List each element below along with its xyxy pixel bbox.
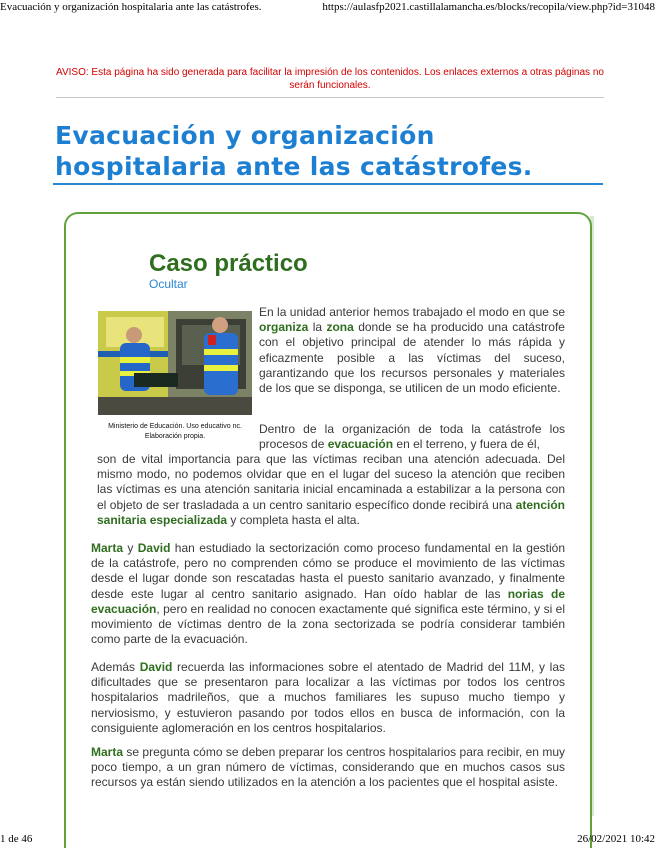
paragraph-1: En la unidad anterior hemos trabajado el modo en que se organiza la zona donde se ha producido una catástrofe con el objetivo principal de atender lo más rápida y eficazmente posible a las víctimas del suceso, garantizando que los recursos personales y materiales de los que se disponga, se utilicen de un modo eficiente. [259,305,565,396]
paragraph-5: Marta se pregunta cómo se deben preparar los centros hospitalarios para recibir, en muy poco tiempo, a un gran número de víctimas, considerando que en muchos casos sus recursos ya están siendo utilizados en la atención a los pacientes que el hospital asiste. [91,745,565,790]
paragraph-2-start: Dentro de la organización de toda la catástrofe los procesos de evacuación en el terreno, y fuera de él, [259,422,565,452]
page-title: Evacuación y organización hospitalaria ante las catástrofes. [55,121,533,181]
notice-divider [56,97,604,98]
paragraph-4: Además David recuerda las informaciones sobre el atentado de Madrid del 11M, y las dificultades que se presentaron para localizar a las víctimas por todos los centros hospitalarios madrileños, que a muchos familiares les supuso mucho tiempo y nerviosismo, y estuvieron pasando por todos ellos en busca de información, con la consiguiente aglomeración en los centros hospitalarios. [91,660,565,735]
print-datetime: 26/02/2021 10:42 [577,833,655,845]
print-header-url: https://aulasfp2021.castillalamancha.es/blocks/recopila/view.php?id=31048 [322,1,655,13]
paragraph-2-cont: son de vital importancia para que las víctimas reciban una atención adecuada. Del mismo modo, no podemos olvidar que en el lugar del suceso la atención que reciben las víctimas es una atención sanitaria inicial encaminada a estabilizar a la persona con el objeto de ser trasladada a un centro sanitario específico donde recibirá una atención sanitaria especializada y completa hasta el alta. [97,452,565,527]
paragraph-3: Marta y David han estudiado la sectorización como proceso fundamental en la gestión de la catástrofe, pero no comprenden cómo se produce el movimiento de las víctimas desde el lugar donde son rescatadas hasta el puesto sanitario avanzado, y finalmente desde este lugar al centro sanitario asignado. Han oído hablar de las norias de evacuación, pero en realidad no conocen exactamente qué significa este término, y si el movimiento de víctimas dentro de la zona sectorizada se podría considerar también como parte de la evacuación. [91,541,565,647]
image-caption: Ministerio de Educación. Uso educativo nc. Elaboración propia. [108,423,242,440]
paramedics-photo [98,311,252,415]
print-header-title: Evacuación y organización hospitalaria ante las catástrofes. [0,1,262,13]
page-counter: 1 de 46 [0,833,33,845]
print-notice: AVISO: Esta página ha sido generada para facilitar la impresión de los contenidos. Los enlaces externos a otras páginas no serán funcionales. [56,67,604,91]
hide-link[interactable]: Ocultar [149,277,188,291]
paramedics-illustration [98,311,252,415]
print-header [0,0,655,16]
print-footer [0,832,655,848]
title-divider [53,183,603,185]
case-title: Caso práctico [149,250,308,277]
